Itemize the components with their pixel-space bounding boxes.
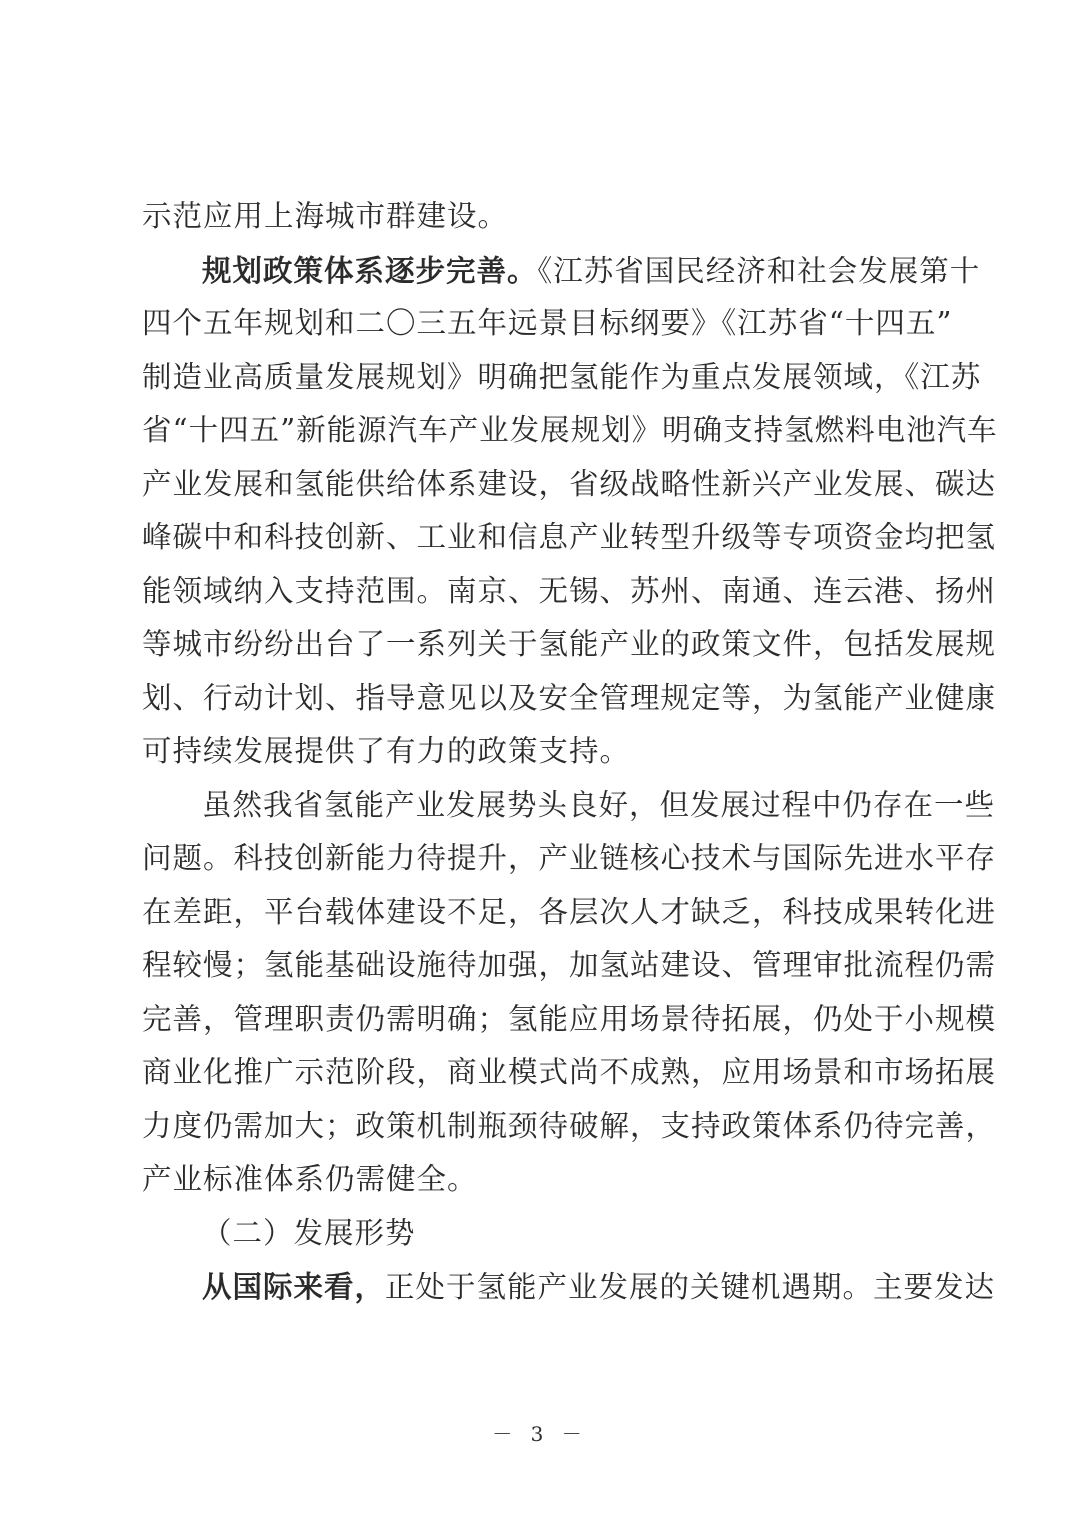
text-line: 产业发展和氢能供给体系建设，省级战略性新兴产业发展、碳达 bbox=[142, 466, 997, 501]
paragraph-heading: 从国际来看， bbox=[202, 1269, 386, 1304]
text-line: 制造业高质量发展规划》明确把氢能作为重点发展领域，《江苏 bbox=[142, 359, 982, 394]
paragraph-first-line: 虽然我省氢能产业发展势头良好，但发展过程中仍存在一些 bbox=[202, 787, 996, 822]
paragraph-first-line bbox=[142, 1260, 996, 1314]
section-heading: （二）发展形势 bbox=[202, 1215, 416, 1250]
text-line: 示范应用上海城市群建设。 bbox=[142, 199, 509, 233]
paragraph-first-line bbox=[142, 244, 981, 298]
text-line: 等城市纷纷出台了一系列关于氢能产业的政策文件，包括发展规 bbox=[142, 627, 997, 661]
text-line: 问题。科技创新能力待提升，产业链核心技术与国际先进水平存 bbox=[142, 841, 997, 875]
text-line: 在差距，平台载体建设不足，各层次人才缺乏，科技成果转化进 bbox=[142, 894, 997, 929]
text-line: 可持续发展提供了有力的政策支持。 bbox=[142, 734, 631, 768]
text-line: 程较慢；氢能基础设施待加强，加氢站建设、管理审批流程仍需 bbox=[142, 948, 997, 982]
text-line: 商业化推广示范阶段，商业模式尚不成熟，应用场景和市场拓展 bbox=[142, 1055, 997, 1089]
page-number: － 3 － bbox=[492, 1422, 588, 1446]
body-text bbox=[142, 190, 998, 1314]
text-line: 能领域纳入支持范围。南京、无锡、苏州、南通、连云港、扬州 bbox=[142, 573, 997, 608]
text-line: 峰碳中和科技创新、工业和信息产业转型升级等专项资金均把氢 bbox=[142, 520, 997, 554]
text-line: 四个五年规划和二〇三五年远景目标纲要》《江苏省“十四五” bbox=[142, 306, 953, 340]
text-line: 完善，管理职责仍需明确；氢能应用场景待拓展，仍处于小规模 bbox=[142, 1001, 997, 1036]
text-line: 省“十四五”新能源汽车产业发展规划》明确支持氢燃料电池汽车 bbox=[142, 413, 998, 447]
paragraph-heading: 规划政策体系逐步完善。 bbox=[202, 252, 538, 288]
text-line: 力度仍需加大；政策机制瓶颈待破解，支持政策体系仍待完善， bbox=[142, 1108, 997, 1143]
paragraph-text: 《江苏省国民经济和社会发展第十 bbox=[537, 253, 981, 288]
paragraph-text: 正处于氢能产业发展的关键机遇期。主要发达 bbox=[385, 1270, 996, 1304]
text-line: 划、行动计划、指导意见以及安全管理规定等，为氢能产业健康 bbox=[142, 680, 997, 715]
text-line: 产业标准体系仍需健全。 bbox=[142, 1162, 478, 1196]
